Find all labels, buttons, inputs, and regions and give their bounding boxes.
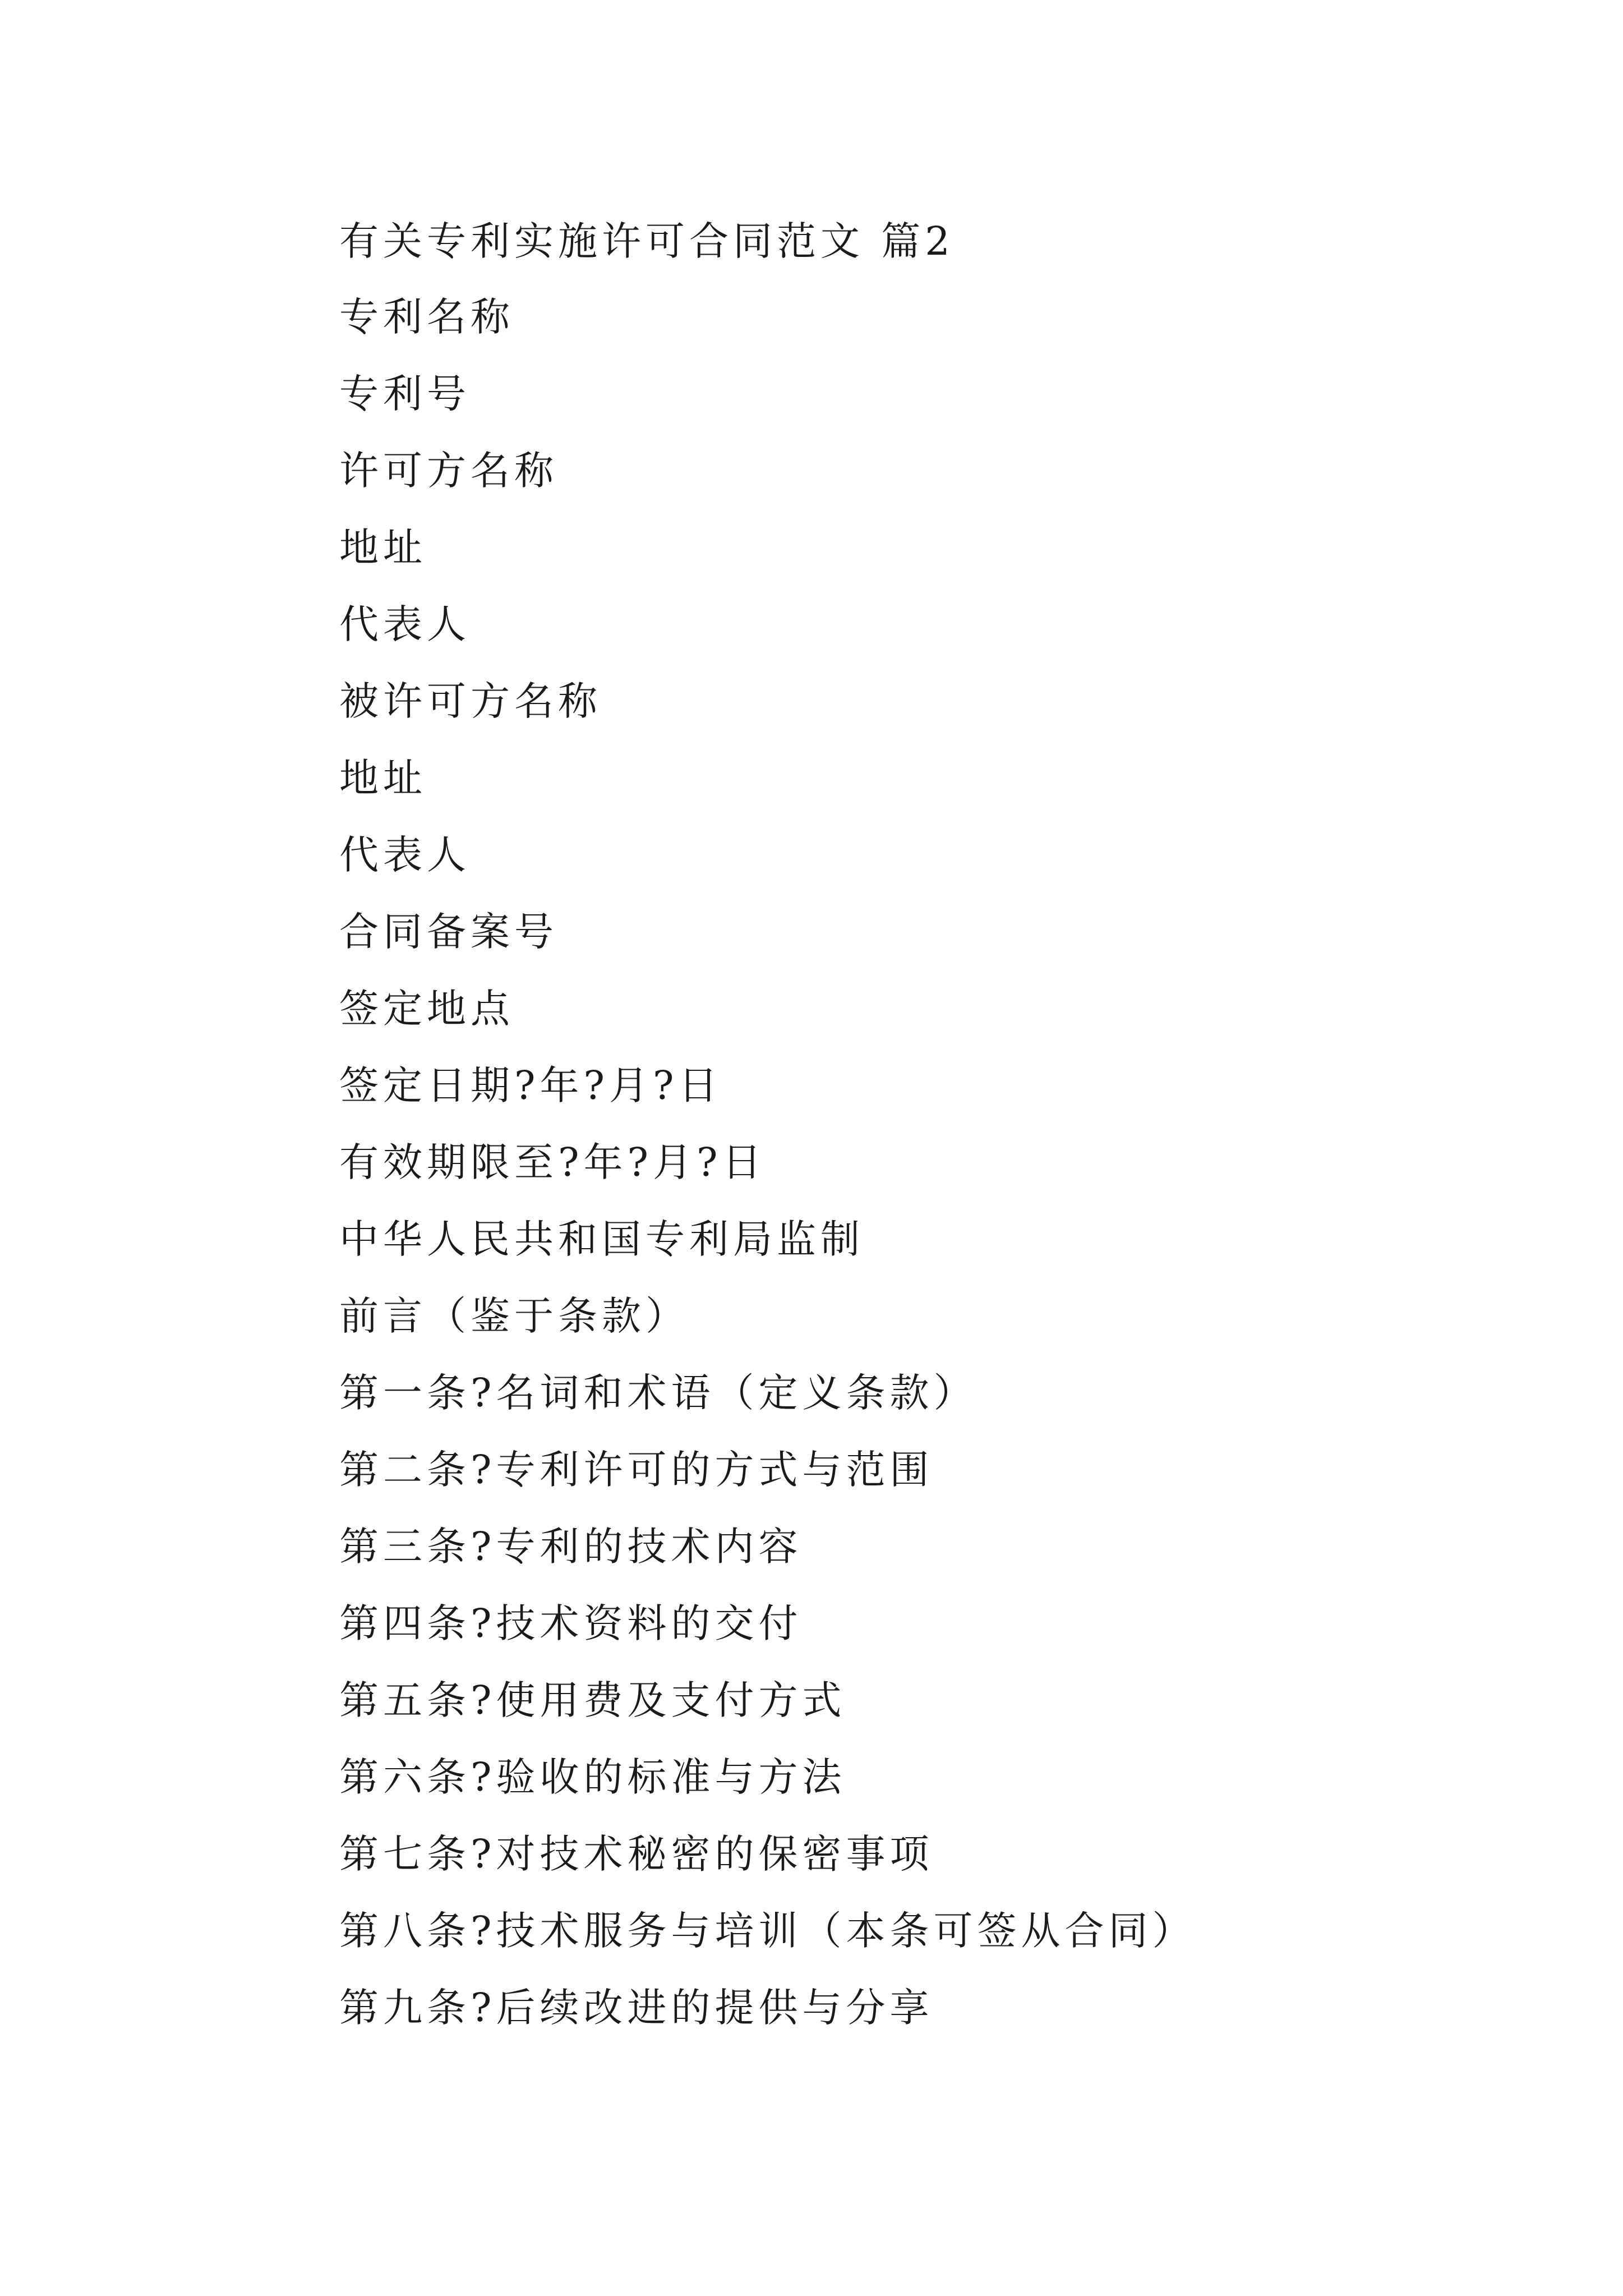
article-6: 第六条?验收的标准与方法	[339, 1754, 846, 1800]
article-5: 第五条?使用费及支付方式	[339, 1677, 846, 1723]
document-title: 有关专利实施许可合同范文 篇2	[339, 218, 955, 264]
article-8: 第八条?技术服务与培训（本条可签从合同）	[339, 1908, 1196, 1954]
line-patent-name: 专利名称	[339, 294, 514, 340]
article-3: 第三条?专利的技术内容	[339, 1524, 803, 1570]
line-licensee-address: 地址	[339, 755, 427, 801]
line-patent-number: 专利号	[339, 371, 471, 417]
line-licensor-representative: 代表人	[339, 601, 471, 647]
article-7: 第七条?对技术秘密的保密事项	[339, 1831, 934, 1877]
line-validity-period: 有效期限至?年?月?日	[339, 1139, 766, 1185]
article-9: 第九条?后续改进的提供与分享	[339, 1985, 934, 2031]
line-contract-record-number: 合同备案号	[339, 909, 558, 955]
line-licensor-name: 许可方名称	[339, 448, 558, 494]
line-licensee-name: 被许可方名称	[339, 678, 602, 724]
article-1: 第一条?名词和术语（定义条款）	[339, 1370, 978, 1416]
line-signing-place: 签定地点	[339, 986, 514, 1032]
article-2: 第二条?专利许可的方式与范围	[339, 1447, 934, 1493]
line-signing-date: 签定日期?年?月?日	[339, 1062, 722, 1108]
line-issuing-authority: 中华人民共和国专利局监制	[339, 1216, 864, 1262]
line-preamble: 前言（鉴于条款）	[339, 1293, 689, 1339]
line-licensee-representative: 代表人	[339, 832, 471, 878]
article-4: 第四条?技术资料的交付	[339, 1600, 803, 1646]
line-licensor-address: 地址	[339, 524, 427, 570]
